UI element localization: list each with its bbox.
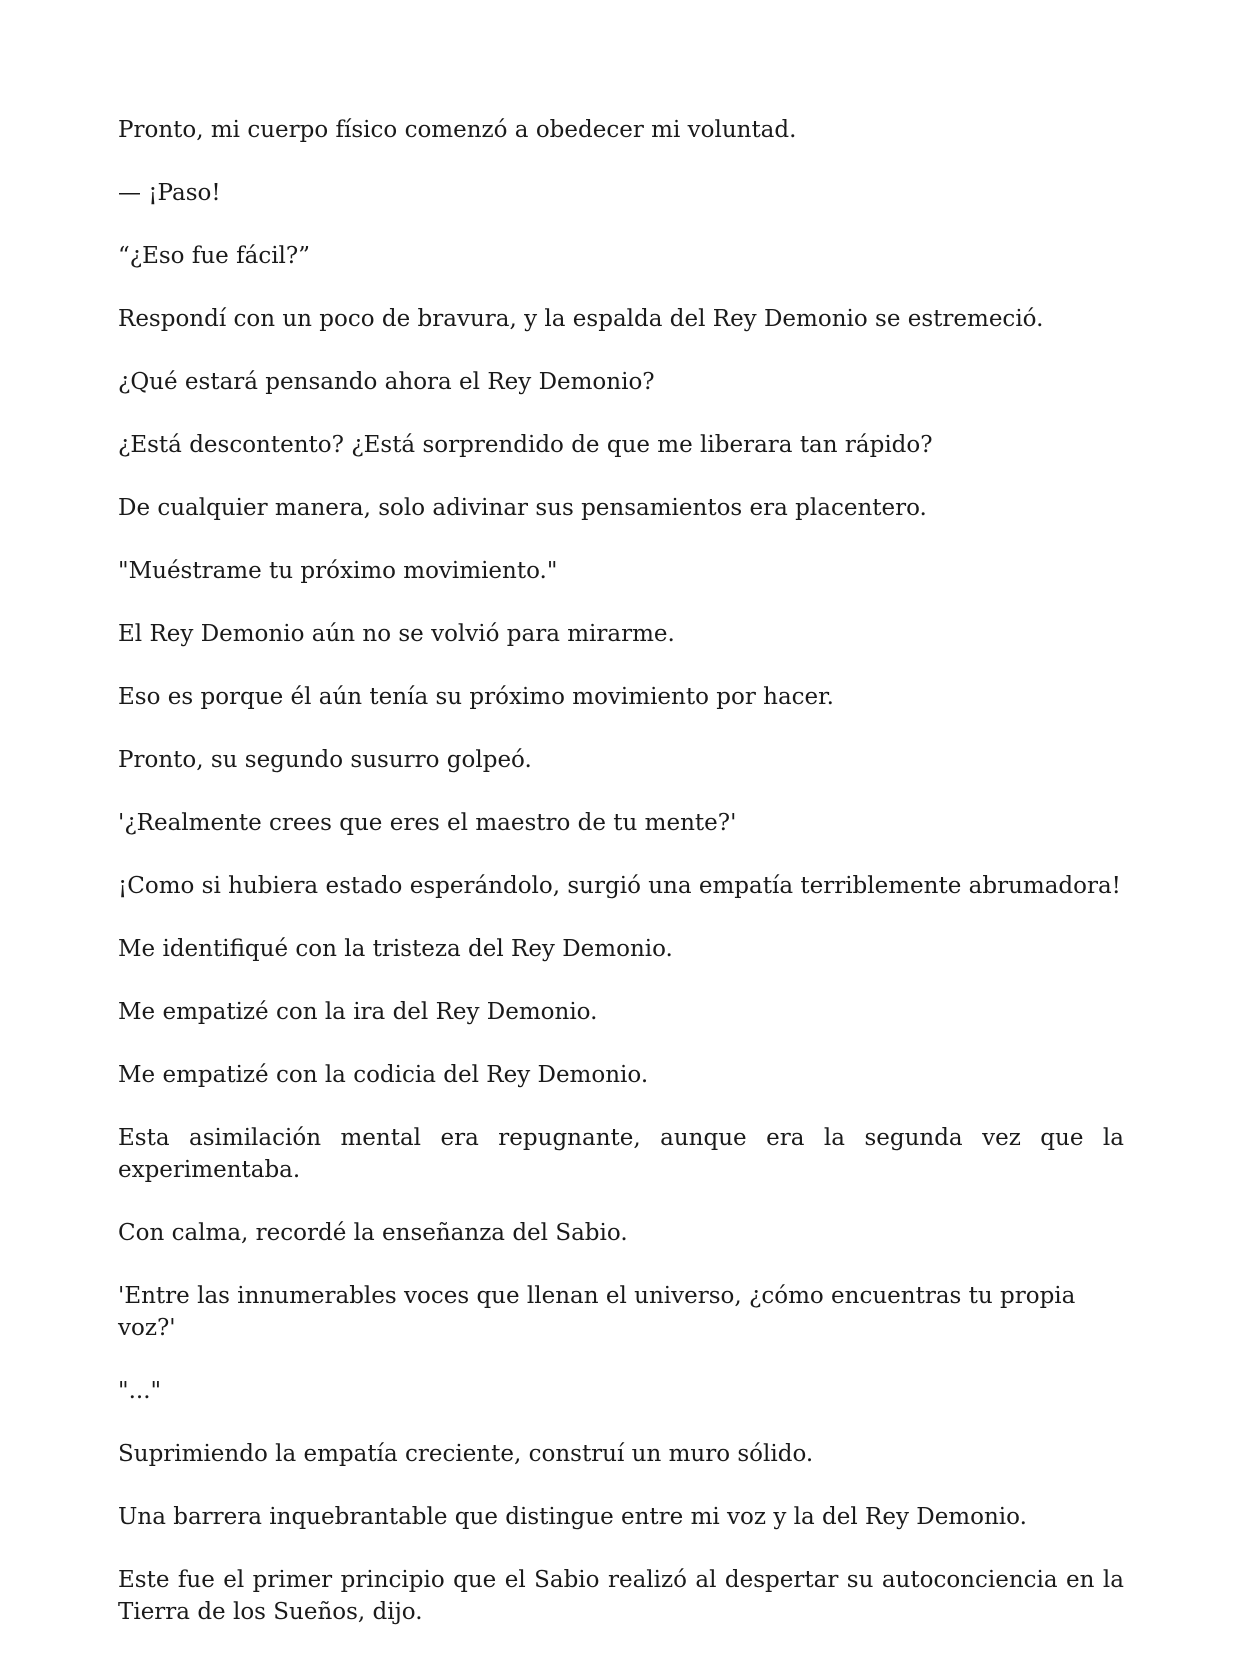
paragraph: Respondí con un poco de bravura, y la espalda del Rey Demonio se estremeció.: [118, 306, 1044, 332]
paragraph: Eso es porque él aún tenía su próximo movimiento por hacer.: [118, 684, 834, 710]
paragraph: ¿Qué estará pensando ahora el Rey Demonio?: [118, 369, 655, 395]
paragraph: Con calma, recordé la enseñanza del Sabio.: [118, 1220, 628, 1246]
paragraph: Me empatizé con la ira del Rey Demonio.: [118, 999, 598, 1025]
paragraph: Esta asimilación mental era repugnante, aunque era la segunda vez que la experimentaba.: [118, 1125, 1124, 1183]
paragraph: De cualquier manera, solo adivinar sus pensamientos era placentero.: [118, 495, 927, 521]
paragraph: Suprimiendo la empatía creciente, construí un muro sólido.: [118, 1441, 814, 1467]
paragraph: ¿Está descontento? ¿Está sorprendido de que me liberara tan rápido?: [118, 432, 933, 458]
paragraph: “¿Eso fue fácil?”: [118, 243, 310, 269]
paragraph: '¿Realmente crees que eres el maestro de tu mente?': [118, 810, 737, 836]
paragraph: El Rey Demonio aún no se volvió para mirarme.: [118, 621, 675, 647]
paragraph: Este fue el primer principio que el Sabio realizó al despertar su autoconciencia en la Tierra de los Sueños, dijo.: [118, 1567, 1124, 1625]
paragraph: "...": [118, 1378, 162, 1404]
document-body: [118, 114, 1124, 1659]
paragraph: ¡Como si hubiera estado esperándolo, surgió una empatía terriblemente abrumadora!: [118, 873, 1121, 899]
paragraph: Pronto, mi cuerpo físico comenzó a obedecer mi voluntad.: [118, 117, 797, 143]
paragraph: 'Entre las innumerables voces que llenan el universo, ¿cómo encuentras tu propia voz?': [118, 1283, 1076, 1341]
paragraph: Me identifiqué con la tristeza del Rey Demonio.: [118, 936, 673, 962]
paragraph: "Muéstrame tu próximo movimiento.": [118, 558, 558, 584]
paragraph: Pronto, su segundo susurro golpeó.: [118, 747, 532, 773]
paragraph: Me empatizé con la codicia del Rey Demonio.: [118, 1062, 649, 1088]
paragraph: Una barrera inquebrantable que distingue entre mi voz y la del Rey Demonio.: [118, 1504, 1027, 1530]
paragraph: — ¡Paso!: [118, 180, 221, 206]
